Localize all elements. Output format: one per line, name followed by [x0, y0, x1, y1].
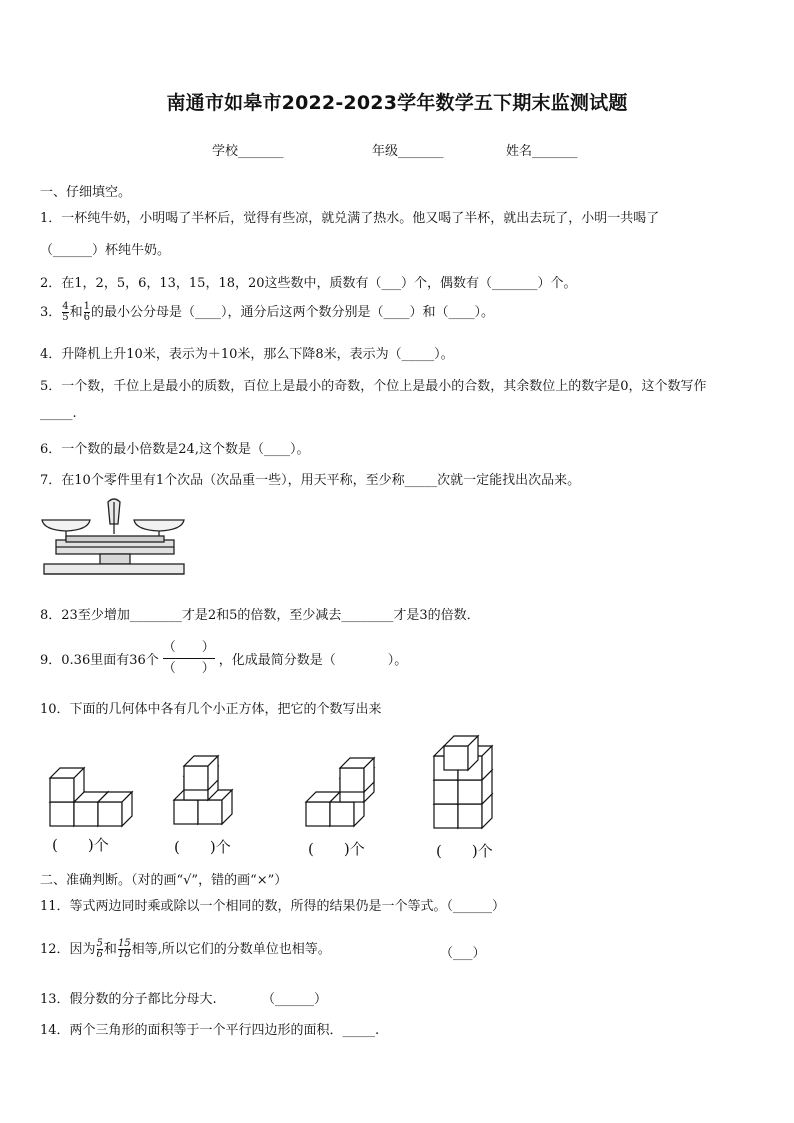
cube-caption-1: ( )个: [52, 836, 109, 854]
question-5-line-1: 5．一个数，千位上是最小的质数，百位上是最小的奇数，个位上是最小的合数，其余数位上的数字是0，这个数写作: [40, 379, 707, 394]
question-12-prefix: 12．因为: [40, 942, 96, 957]
question-12: [40, 938, 331, 960]
question-9: [40, 638, 407, 679]
question-1-line-1: 1．一杯纯牛奶，小明喝了半杯后，觉得有些凉，就兑满了热水。他又喝了半杯，就出去玩了，小明一共喝了: [40, 211, 660, 226]
section-2-heading: 二、准确判断。（对的画“√”，错的画“×”）: [40, 873, 288, 888]
question-9-rest: ，化成最简分数是（ ）。: [218, 653, 408, 668]
cube-figure-3: [306, 758, 374, 826]
cube-caption-2: ( )个: [174, 838, 231, 856]
question-2: 2．在1，2，5，6，13，15，18，20这些数中，质数有（___）个，偶数有（_______）个。: [40, 276, 577, 291]
question-14: 14．两个三角形的面积等于一个平行四边形的面积．_____.: [40, 1023, 380, 1038]
fraction-numerator-blank: （ ）: [162, 640, 215, 655]
fraction-denominator: 6: [83, 312, 91, 323]
fraction-numerator: 5: [96, 938, 103, 949]
question-13: 13．假分数的分子都比分母大.: [40, 992, 217, 1007]
cube-figures: [40, 732, 510, 832]
fraction-15-18: [118, 939, 131, 960]
name-field: 姓名_______: [506, 144, 578, 159]
grade-field: 年级_______: [372, 144, 444, 159]
question-6: 6．一个数的最小倍数是24,这个数是（____）。: [40, 442, 310, 457]
question-12-answer: （___）: [440, 946, 486, 961]
fraction-denominator: 5: [62, 312, 69, 323]
fraction-4-5: [62, 302, 68, 323]
fraction-5-6: [97, 939, 103, 960]
cube-figure-4: [434, 736, 492, 828]
question-7: 7．在10个零件里有1个次品（次品重一些），用天平称，至少称_____次就一定能找出次品来。: [40, 473, 581, 488]
fraction-numerator: 4: [62, 301, 69, 312]
question-3: [40, 301, 494, 323]
question-3-and: 和: [69, 305, 83, 320]
fraction-1-6: [84, 302, 90, 323]
question-11: 11．等式两边同时乘或除以一个相同的数，所得的结果仍是一个等式。（______）: [40, 899, 506, 914]
question-10: 10．下面的几何体中各有几个小正方体，把它的个数写出来: [40, 702, 382, 717]
fraction-denominator: 6: [96, 949, 103, 960]
question-5-line-2: _____.: [40, 406, 77, 421]
fraction-denominator: 18: [117, 949, 131, 960]
question-3-rest: 的最小公分母是（____），通分后这两个数分别是（____）和（____）。: [91, 305, 495, 320]
question-12-and: 和: [103, 942, 117, 957]
cube-figure-2: [174, 756, 232, 824]
question-13-answer: （______）: [262, 992, 328, 1007]
fraction-numerator: 15: [117, 938, 131, 949]
question-1-line-2: （______）杯纯牛奶。: [40, 243, 171, 258]
question-4: 4．升降机上升10米，表示为＋10米，那么下降8米，表示为（_____）。: [40, 347, 454, 362]
fraction-denominator-blank: （ ）: [163, 658, 215, 679]
question-12-rest: 相等,所以它们的分数单位也相等。: [131, 942, 331, 957]
cube-caption-4: ( )个: [436, 842, 493, 860]
question-3-prefix: 3．: [40, 305, 62, 320]
fraction-numerator: 1: [83, 301, 91, 312]
blank-fraction: [163, 638, 215, 679]
school-field: 学校_______: [212, 144, 284, 159]
question-8: 8．23至少增加________才是2和5的倍数，至少减去________才是3的倍数．: [40, 608, 480, 623]
section-1-heading: 一、仔细填空。: [40, 185, 132, 200]
cube-figure-1: [50, 768, 132, 826]
page-title: 南通市如皋市2022-2023学年数学五下期末监测试题: [166, 92, 628, 114]
cube-caption-3: ( )个: [308, 840, 365, 858]
question-9-prefix: 9．0.36里面有36个: [40, 653, 159, 668]
balance-scale-image: [38, 494, 190, 586]
